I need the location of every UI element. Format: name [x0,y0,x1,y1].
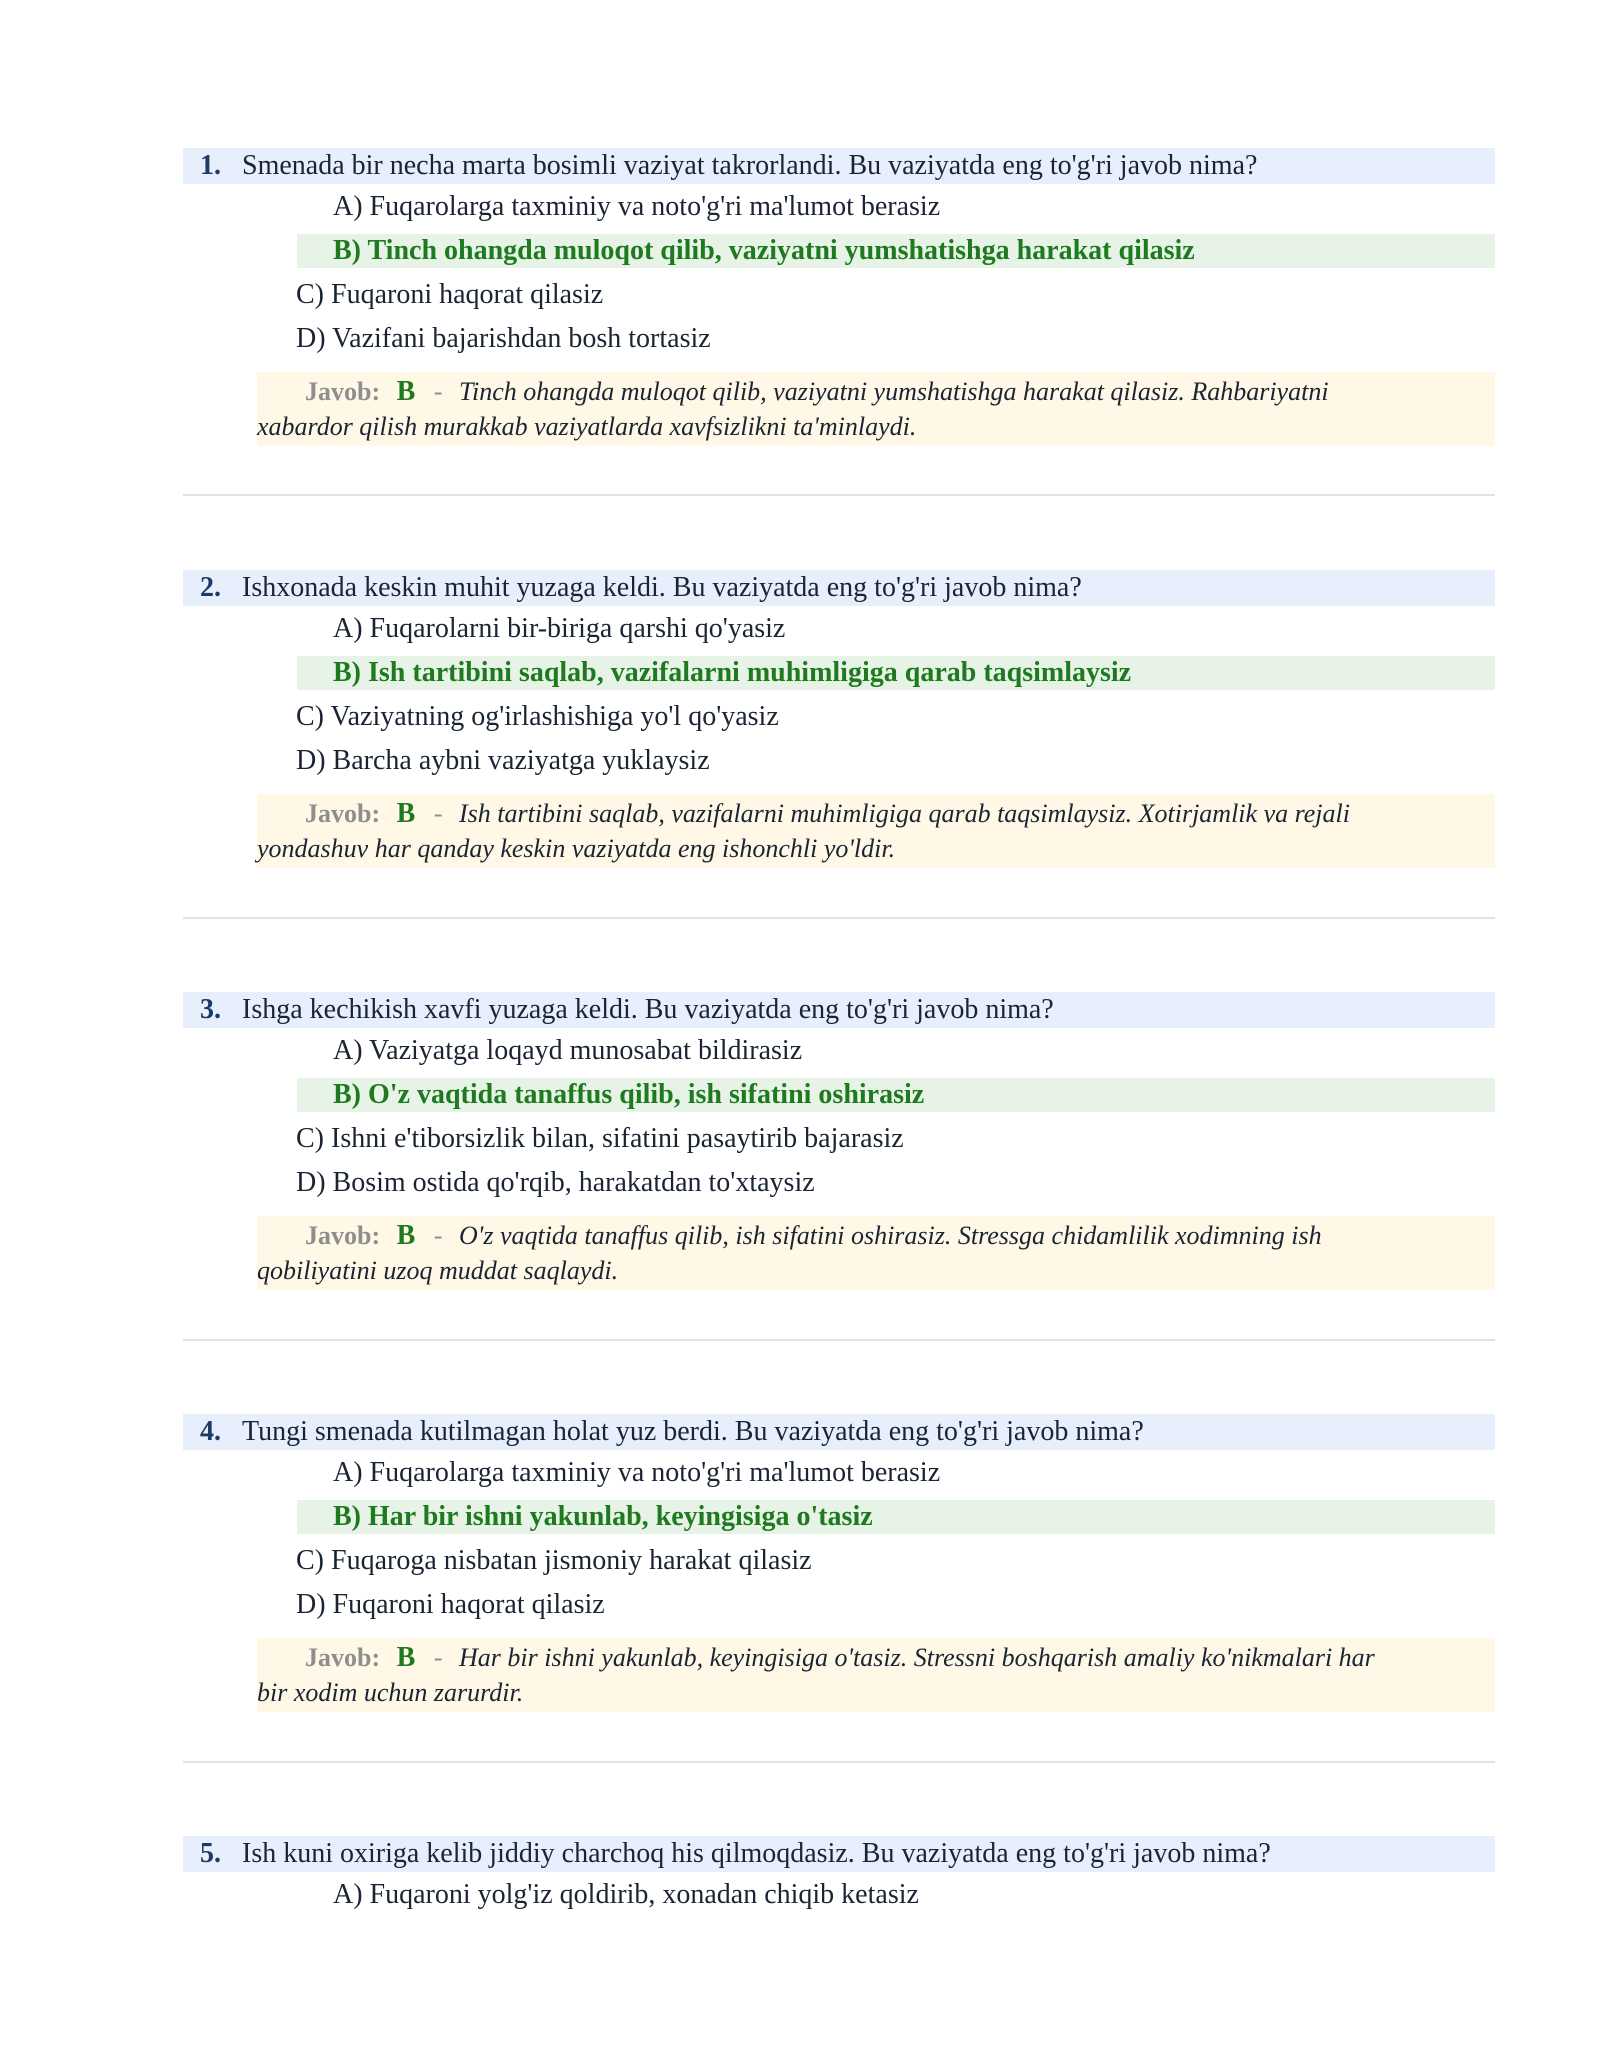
answer-box [257,1216,1495,1290]
question-header [183,148,1495,184]
option-d: D) Vazifani bajarishdan bosh tortasiz [296,323,711,354]
option-b-label: B) Har bir ishni yakunlab, keyingisiga o'tasiz [333,1501,873,1532]
answer-letter: B [396,376,416,407]
answer-explanation-continued: qobiliyatini uzoq muddat saqlaydi. [257,1256,619,1285]
question-number: 3. [200,994,221,1025]
answer-label: Javob: [305,1221,381,1250]
question-text: Tungi smenada kutilmagan holat yuz berdi. Bu vaziyatda eng to'g'ri javob nima? [242,1416,1144,1447]
answer-dash: - [433,1643,443,1672]
question-header [183,1414,1495,1450]
answer-letter: B [396,1220,416,1251]
answer-dash: - [433,799,443,828]
option-b-correct [297,1078,1495,1112]
question-header [183,1836,1495,1872]
answer-label: Javob: [305,799,381,828]
answer-dash: - [433,377,443,406]
separator [183,1339,1495,1341]
answer-explanation: Ish tartibini saqlab, vazifalarni muhimligiga qarab taqsimlaysiz. Xotirjamlik va rejali [458,799,1350,828]
answer-box [257,372,1495,446]
separator [183,494,1495,496]
separator [183,1761,1495,1763]
question-text: Ish kuni oxiriga kelib jiddiy charchoq his qilmoqdasiz. Bu vaziyatda eng to'g'ri javob nima? [242,1838,1271,1869]
option-a: A) Fuqaroni yolg'iz qoldirib, xonadan chiqib ketasiz [333,1879,919,1910]
option-a: A) Fuqarolarga taxminiy va noto'g'ri ma'lumot berasiz [333,1457,941,1488]
answer-explanation-continued: xabardor qilish murakkab vaziyatlarda xavfsizlikni ta'minlaydi. [257,412,917,441]
option-c: C) Fuqaroga nisbatan jismoniy harakat qilasiz [296,1545,812,1576]
option-a: A) Vaziyatga loqayd munosabat bildirasiz [333,1035,803,1066]
answer-dash: - [433,1221,443,1250]
question-text: Ishga kechikish xavfi yuzaga keldi. Bu vaziyatda eng to'g'ri javob nima? [242,994,1054,1025]
answer-explanation-continued: bir xodim uchun zarurdir. [257,1678,524,1707]
question-number: 4. [200,1416,221,1447]
option-c: C) Fuqaroni haqorat qilasiz [296,279,604,310]
answer-box [257,794,1495,868]
question-number: 2. [200,572,221,603]
answer-explanation: Tinch ohangda muloqot qilib, vaziyatni yumshatishga harakat qilasiz. Rahbariyatni [458,377,1329,406]
option-d: D) Bosim ostida qo'rqib, harakatdan to'xtaysiz [296,1167,815,1198]
option-b-label: B) Ish tartibini saqlab, vazifalarni muhimligiga qarab taqsimlaysiz [333,657,1132,688]
option-c: C) Ishni e'tiborsizlik bilan, sifatini pasaytirib bajarasiz [296,1123,904,1154]
option-a: A) Fuqarolarni bir-biriga qarshi qo'yasiz [333,613,786,644]
question-number: 1. [200,150,221,181]
answer-explanation: O'z vaqtida tanaffus qilib, ish sifatini oshirasiz. Stressga chidamlilik xodimning ish [458,1221,1322,1250]
answer-explanation-continued: yondashuv har qanday keskin vaziyatda eng ishonchli yo'ldir. [257,834,896,863]
option-c: C) Vaziyatning og'irlashishiga yo'l qo'yasiz [296,701,779,732]
question-text: Ishxonada keskin muhit yuzaga keldi. Bu vaziyatda eng to'g'ri javob nima? [242,572,1082,603]
answer-label: Javob: [305,1643,381,1672]
answer-letter: B [396,1642,416,1673]
answer-box [257,1638,1495,1712]
question-header [183,992,1495,1028]
option-b-correct [297,656,1495,690]
separator [183,917,1495,919]
question-header [183,570,1495,606]
option-b-correct [297,234,1495,268]
option-b-label: B) O'z vaqtida tanaffus qilib, ish sifatini oshirasiz [333,1079,925,1110]
question-text: Smenada bir necha marta bosimli vaziyat takrorlandi. Bu vaziyatda eng to'g'ri javob nima? [242,150,1258,181]
question-number: 5. [200,1838,221,1869]
answer-label: Javob: [305,377,381,406]
answer-letter: B [396,798,416,829]
option-d: D) Fuqaroni haqorat qilasiz [296,1589,605,1620]
option-a: A) Fuqarolarga taxminiy va noto'g'ri ma'lumot berasiz [333,191,941,222]
option-d: D) Barcha aybni vaziyatga yuklaysiz [296,745,710,776]
option-b-correct [297,1500,1495,1534]
option-b-label: B) Tinch ohangda muloqot qilib, vaziyatni yumshatishga harakat qilasiz [333,235,1195,266]
answer-explanation: Har bir ishni yakunlab, keyingisiga o'tasiz. Stressni boshqarish amaliy ko'nikmalari har [458,1643,1375,1672]
